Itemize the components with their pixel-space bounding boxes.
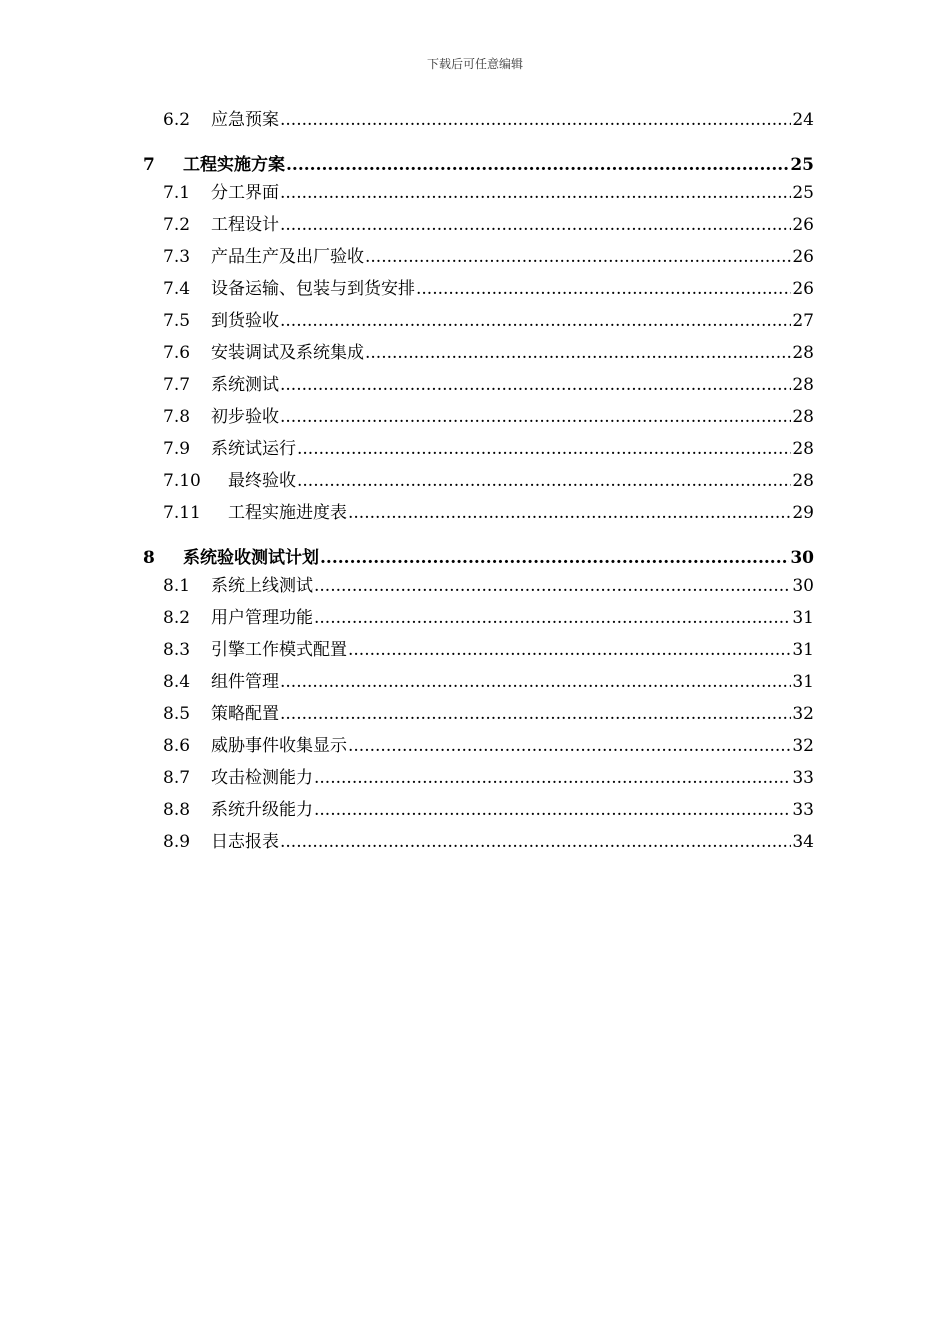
toc-chapter-entry[interactable]: [143, 548, 814, 568]
toc-entry-number: 8.8: [163, 800, 191, 820]
toc-entry-title: 用户管理功能: [211, 608, 313, 628]
toc-entry-number: 7.10: [163, 471, 201, 491]
toc-entry-title: 应急预案: [211, 110, 279, 130]
toc-section-entry[interactable]: [143, 768, 814, 800]
toc-entry-title: 工程实施进度表: [228, 503, 347, 523]
toc-entry-number: 7.4: [163, 279, 191, 299]
toc-entry-title: 引擎工作模式配置: [211, 640, 347, 660]
toc-entry-page: 32: [792, 736, 814, 756]
toc-dot-leader: [280, 832, 791, 852]
toc-entry-number: 8.5: [163, 704, 191, 724]
toc-dot-leader: [286, 155, 789, 175]
toc-section-entry[interactable]: [143, 375, 814, 407]
toc-entry-title: 系统试运行: [211, 439, 296, 459]
toc-entry-number: 7.5: [163, 311, 191, 331]
toc-entry-title: 系统测试: [211, 375, 279, 395]
toc-entry-page: 28: [792, 375, 814, 395]
toc-entry-page: 26: [792, 279, 814, 299]
toc-entry-title: 到货验收: [211, 311, 279, 331]
toc-entry-title: 系统上线测试: [211, 576, 313, 596]
toc-section-entry[interactable]: [143, 407, 814, 439]
toc-dot-leader: [348, 736, 791, 756]
toc-entry-page: 31: [792, 640, 814, 660]
toc-entry-page: 28: [792, 407, 814, 427]
toc-dot-leader: [320, 548, 789, 568]
toc-entry-title: 产品生产及出厂验收: [211, 247, 364, 267]
toc-dot-leader: [297, 471, 791, 491]
toc-chapter-entry[interactable]: [143, 155, 814, 175]
toc-entry-title: 攻击检测能力: [211, 768, 313, 788]
toc-section-entry[interactable]: [143, 343, 814, 375]
toc-dot-leader: [297, 439, 791, 459]
toc-entry-page: 29: [792, 503, 814, 523]
toc-entry-number: 6.2: [163, 110, 191, 130]
toc-dot-leader: [280, 704, 791, 724]
toc-entry-title: 工程实施方案: [183, 155, 285, 175]
toc-section-entry[interactable]: [143, 608, 814, 640]
toc-entry-page: 25: [790, 155, 814, 175]
toc-section-entry[interactable]: [143, 311, 814, 343]
toc-entry-page: 25: [792, 183, 814, 203]
toc-entry-title: 系统验收测试计划: [183, 548, 319, 568]
toc-section-entry[interactable]: [143, 832, 814, 864]
toc-entry-page: 30: [792, 576, 814, 596]
toc-entry-number: 7.1: [163, 183, 191, 203]
toc-dot-leader: [314, 768, 791, 788]
toc-section-entry[interactable]: [143, 110, 814, 142]
toc-entry-number: 7: [143, 155, 155, 175]
toc-dot-leader: [314, 800, 791, 820]
toc-entry-title: 分工界面: [211, 183, 279, 203]
toc-entry-number: 7.6: [163, 343, 191, 363]
toc-section-entry[interactable]: [143, 800, 814, 832]
toc-section-entry[interactable]: [143, 247, 814, 279]
toc-section-entry[interactable]: [143, 279, 814, 311]
toc-dot-leader: [314, 608, 791, 628]
toc-entry-title: 设备运输、包装与到货安排: [211, 279, 415, 299]
table-of-contents: [143, 110, 814, 864]
toc-entry-title: 组件管理: [211, 672, 279, 692]
toc-dot-leader: [416, 279, 791, 299]
toc-entry-number: 8.2: [163, 608, 191, 628]
toc-section-entry[interactable]: [143, 503, 814, 535]
toc-dot-leader: [348, 503, 791, 523]
toc-entry-number: 7.8: [163, 407, 191, 427]
toc-entry-title: 工程设计: [211, 215, 279, 235]
toc-entry-page: 26: [792, 215, 814, 235]
toc-entry-number: 8.1: [163, 576, 191, 596]
toc-entry-number: 8.9: [163, 832, 191, 852]
toc-dot-leader: [365, 247, 791, 267]
toc-entry-page: 30: [790, 548, 814, 568]
toc-entry-number: 7.3: [163, 247, 191, 267]
toc-entry-page: 32: [792, 704, 814, 724]
toc-dot-leader: [314, 576, 791, 596]
toc-entry-number: 8.7: [163, 768, 191, 788]
toc-section-entry[interactable]: [143, 640, 814, 672]
toc-entry-page: 31: [792, 608, 814, 628]
toc-dot-leader: [365, 343, 791, 363]
toc-entry-page: 28: [792, 343, 814, 363]
toc-dot-leader: [280, 311, 791, 331]
toc-dot-leader: [280, 183, 791, 203]
toc-entry-page: 28: [792, 471, 814, 491]
toc-entry-title: 策略配置: [211, 704, 279, 724]
toc-dot-leader: [280, 672, 791, 692]
toc-entry-number: 7.11: [163, 503, 201, 523]
toc-entry-number: 7.9: [163, 439, 191, 459]
toc-entry-title: 初步验收: [211, 407, 279, 427]
toc-entry-title: 日志报表: [211, 832, 279, 852]
toc-entry-title: 威胁事件收集显示: [211, 736, 347, 756]
toc-entry-number: 8: [143, 548, 155, 568]
toc-section-entry[interactable]: [143, 576, 814, 608]
toc-dot-leader: [280, 375, 791, 395]
toc-entry-number: 8.4: [163, 672, 191, 692]
toc-entry-page: 33: [792, 800, 814, 820]
toc-section-entry[interactable]: [143, 471, 814, 503]
toc-section-entry[interactable]: [143, 439, 814, 471]
toc-section-entry[interactable]: [143, 736, 814, 768]
toc-section-entry[interactable]: [143, 704, 814, 736]
toc-dot-leader: [280, 110, 791, 130]
toc-entry-number: 8.6: [163, 736, 191, 756]
toc-dot-leader: [280, 215, 791, 235]
toc-entry-number: 8.3: [163, 640, 191, 660]
toc-entry-title: 安装调试及系统集成: [211, 343, 364, 363]
toc-entry-title: 系统升级能力: [211, 800, 313, 820]
page-header: 下载后可任意编辑: [426, 57, 523, 71]
toc-entry-page: 24: [792, 110, 814, 130]
toc-section-entry[interactable]: [143, 183, 814, 215]
toc-entry-number: 7.2: [163, 215, 191, 235]
toc-section-entry[interactable]: [143, 672, 814, 704]
toc-entry-page: 33: [792, 768, 814, 788]
toc-entry-page: 27: [792, 311, 814, 331]
toc-dot-leader: [280, 407, 791, 427]
toc-entry-page: 34: [792, 832, 814, 852]
toc-entry-title: 最终验收: [228, 471, 296, 491]
toc-entry-page: 31: [792, 672, 814, 692]
toc-dot-leader: [348, 640, 791, 660]
toc-entry-number: 7.7: [163, 375, 191, 395]
toc-section-entry[interactable]: [143, 215, 814, 247]
toc-entry-page: 26: [792, 247, 814, 267]
toc-entry-page: 28: [792, 439, 814, 459]
